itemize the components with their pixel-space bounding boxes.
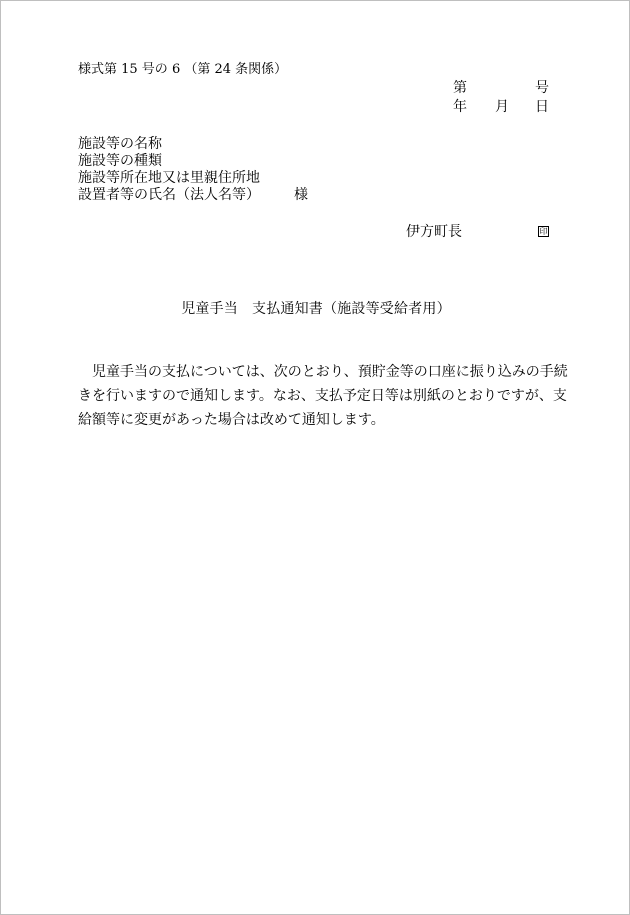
document-number-prefix: 第 xyxy=(453,80,467,96)
body-line: きを行いますので通知します。なお、支払予定日等は別紙のとおりですが、支 xyxy=(78,388,567,404)
seal-icon: 印 xyxy=(539,227,548,236)
body-line: 児童手当の支払については、次のとおり、預貯金等の口座に振り込みの手続 xyxy=(92,364,568,380)
document-title xyxy=(1,300,630,318)
addressee-block xyxy=(78,136,308,204)
date-year: 年 xyxy=(453,99,467,115)
founder-name-label: 設置者等の氏名（法人名等） xyxy=(78,187,260,203)
form-number: 様式第 15 号の 6 （第 24 条関係） xyxy=(78,62,288,77)
document-number xyxy=(453,79,549,97)
document-number-suffix: 号 xyxy=(535,80,549,96)
facility-address-label: 施設等所在地又は里親住所地 xyxy=(78,170,260,186)
date-month: 月 xyxy=(495,99,509,115)
issue-date xyxy=(453,98,549,116)
date-day: 日 xyxy=(535,99,549,115)
facility-type-label: 施設等の種類 xyxy=(78,153,162,169)
honorific: 様 xyxy=(294,187,308,203)
sender-block xyxy=(406,223,549,241)
facility-name-label: 施設等の名称 xyxy=(78,136,162,152)
title-part-1: 児童手当 xyxy=(181,301,238,317)
founder-name-row xyxy=(78,187,308,204)
title-part-2: 支払通知書（施設等受給者用） xyxy=(252,301,451,317)
sender-name: 伊方町長 xyxy=(406,224,462,240)
notice-body xyxy=(78,360,568,432)
body-line: 給額等に変更があった場合は改めて通知します。 xyxy=(78,412,385,428)
